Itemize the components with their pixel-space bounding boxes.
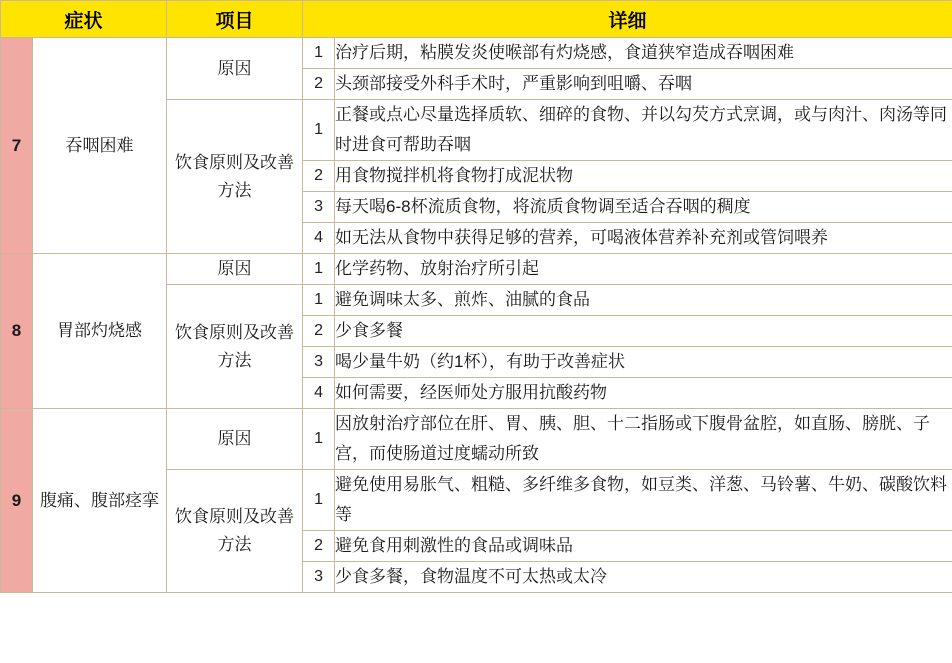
item-label: 原因 bbox=[167, 38, 303, 100]
detail-text: 每天喝6-8杯流质食物，将流质食物调至适合吞咽的稠度 bbox=[335, 192, 952, 223]
detail-index: 1 bbox=[303, 409, 335, 470]
detail-text: 用食物搅拌机将食物打成泥状物 bbox=[335, 161, 952, 192]
detail-index: 1 bbox=[303, 38, 335, 69]
detail-text: 喝少量牛奶（约1杯），有助于改善症状 bbox=[335, 347, 952, 378]
detail-text: 化学药物、放射治疗所引起 bbox=[335, 254, 952, 285]
table-row bbox=[1, 254, 952, 285]
detail-index: 2 bbox=[303, 69, 335, 100]
symptom-name: 吞咽困难 bbox=[33, 38, 167, 254]
detail-text: 少食多餐 bbox=[335, 316, 952, 347]
detail-index: 2 bbox=[303, 316, 335, 347]
detail-index: 3 bbox=[303, 562, 335, 593]
detail-text: 头颈部接受外科手术时，严重影响到咀嚼、吞咽 bbox=[335, 69, 952, 100]
header-item: 项目 bbox=[167, 1, 303, 38]
detail-text: 少食多餐，食物温度不可太热或太冷 bbox=[335, 562, 952, 593]
detail-index: 2 bbox=[303, 531, 335, 562]
table-body bbox=[1, 38, 952, 593]
detail-text: 治疗后期，粘膜发炎使喉部有灼烧感，食道狭窄造成吞咽困难 bbox=[335, 38, 952, 69]
row-number: 8 bbox=[1, 254, 33, 409]
item-label: 饮食原则及改善方法 bbox=[167, 285, 303, 409]
detail-index: 3 bbox=[303, 192, 335, 223]
detail-index: 2 bbox=[303, 161, 335, 192]
detail-index: 4 bbox=[303, 223, 335, 254]
table-row bbox=[1, 38, 952, 69]
item-label: 原因 bbox=[167, 254, 303, 285]
item-label: 饮食原则及改善方法 bbox=[167, 470, 303, 593]
detail-text: 如何需要，经医师处方服用抗酸药物 bbox=[335, 378, 952, 409]
detail-text: 避免调味太多、煎炸、油腻的食品 bbox=[335, 285, 952, 316]
symptom-name: 腹痛、腹部痉挛 bbox=[33, 409, 167, 593]
symptom-name: 胃部灼烧感 bbox=[33, 254, 167, 409]
detail-index: 3 bbox=[303, 347, 335, 378]
detail-index: 4 bbox=[303, 378, 335, 409]
row-number: 7 bbox=[1, 38, 33, 254]
detail-index: 1 bbox=[303, 254, 335, 285]
detail-text: 如无法从食物中获得足够的营养，可喝液体营养补充剂或管饲喂养 bbox=[335, 223, 952, 254]
row-number: 9 bbox=[1, 409, 33, 593]
detail-text: 正餐或点心尽量选择质软、细碎的食物、并以勾芡方式烹调，或与肉汁、肉汤等同时进食可帮助吞咽 bbox=[335, 100, 952, 161]
detail-index: 1 bbox=[303, 285, 335, 316]
detail-text: 避免使用易胀气、粗糙、多纤维多食物，如豆类、洋葱、马铃薯、牛奶、碳酸饮料等 bbox=[335, 470, 952, 531]
detail-text: 因放射治疗部位在肝、胃、胰、胆、十二指肠或下腹骨盆腔，如直肠、膀胱、子宫，而使肠道过度蠕动所致 bbox=[335, 409, 952, 470]
table-header bbox=[1, 1, 952, 38]
header-symptom: 症状 bbox=[1, 1, 167, 38]
detail-text: 避免食用刺激性的食品或调味品 bbox=[335, 531, 952, 562]
detail-index: 1 bbox=[303, 100, 335, 161]
header-detail: 详细 bbox=[303, 1, 952, 38]
item-label: 原因 bbox=[167, 409, 303, 470]
item-label: 饮食原则及改善方法 bbox=[167, 100, 303, 254]
table-row bbox=[1, 409, 952, 470]
header-row bbox=[1, 1, 952, 38]
detail-index: 1 bbox=[303, 470, 335, 531]
